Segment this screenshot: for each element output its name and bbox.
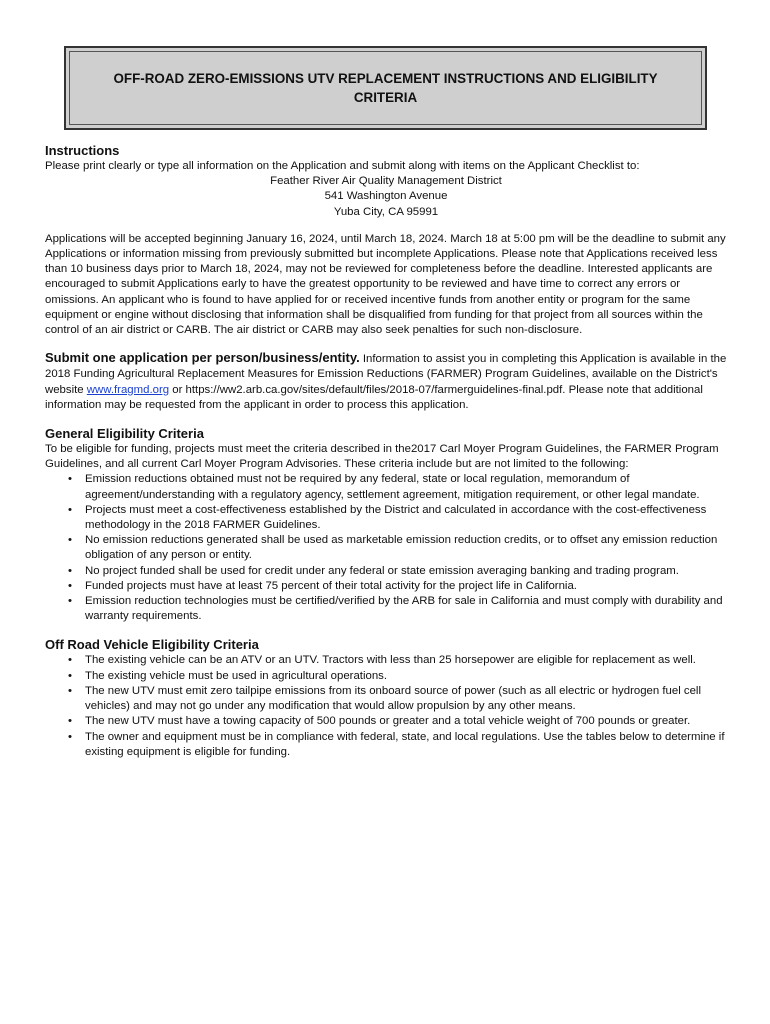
list-item: • The new UTV must emit zero tailpipe emissions from its onboard source of power (such as all electric or hydrogen fuel cell vehicles) and may not go under any modification that would allow propulsion by any other means.	[68, 684, 701, 713]
bullet-icon: •	[68, 473, 72, 486]
list-item: • Emission reductions obtained must not be required by any federal, state or local regulation, memorandum of agreement/understanding with a regulatory agency, settlement agreement, mitigation requirement, or other legal mandate.	[68, 473, 700, 501]
submit-text-1: Information to assist you in completing this Application is available in the 2018 Funding Agricultural Replacement Measures for Emission Reductions (FARMER) Program Guidelines, available on the District's website	[45, 353, 727, 396]
bullet-icon: •	[68, 715, 72, 728]
list-item: • The owner and equipment must be in compliance with federal, state, and local regulations. Use the tables below to determine if existing equipment is eligible for funding.	[68, 730, 725, 758]
bullet-icon: •	[68, 595, 72, 608]
district-website-link[interactable]: www.fragmd.org	[86, 383, 170, 396]
document-body	[45, 142, 727, 760]
list-item: • Projects must meet a cost-effectiveness established by the District and calculated in accordance with the cost-effectiveness methodology in the 2018 FARMER Guidelines.	[68, 503, 707, 532]
bullet-icon: •	[68, 564, 72, 577]
instructions-intro: Please print clearly or type all information on the Application and submit along with items on the Applicant Checklist to:	[45, 160, 640, 172]
bullet-icon: •	[68, 684, 72, 697]
instructions-heading: Instructions	[45, 143, 120, 158]
list-item: • Emission reduction technologies must be certified/verified by the ARB for sale in California and must comply with durability and warranty requirements.	[68, 595, 723, 623]
deadline-paragraph: Applications will be accepted beginning January 16, 2024, until March 18, 2024. March 18 at 5:00 pm will be the deadline to submit any Applications or information missing from previously submitted but incomplete Applications. Please note that Applications received less than 10 business days prior to March 18, 2024, may not be reviewed for completeness before the deadline. Interested applicants are encouraged to submit Applications early to have the greatest opportunity to be reviewed and have time to correct any errors or omissions. An applicant who is found to have applied for or received incentive funds from another entity or program for the same equipment or engine without disclosing that information shall be disqualified from funding for that project from all sources within the control of an air district or CARB. The air district or CARB may also seek penalties for such non-disclosure.	[45, 232, 726, 337]
submit-text-2: or https://ww2.arb.ca.gov/sites/default/files/2018-07/farmerguidelines-final.pdf. Please note that additional information may be requested from the applicant in order to process this application.	[45, 383, 703, 411]
list-item: • Funded projects must have at least 75 percent of their total activity for the project life in California.	[85, 579, 727, 594]
document-title: OFF-ROAD ZERO-EMISSIONS UTV REPLACEMENT INSTRUCTIONS AND ELIGIBILITY CRITERIA	[113, 71, 658, 105]
submit-lead: Submit one application per person/business/entity.	[45, 350, 360, 366]
list-item: • The existing vehicle must be used in agricultural operations.	[85, 669, 727, 684]
list-item: • No project funded shall be used for credit under any federal or state emission averaging banking and trading program.	[85, 564, 727, 579]
address-line-2: 541 Washington Avenue	[324, 190, 448, 203]
address-line-3: Yuba City, CA 95991	[333, 205, 439, 218]
general-criteria-list	[45, 472, 727, 624]
list-item: • No emission reductions generated shall be used as marketable emission reduction credits, or to offset any emission reduction obligation of any person or entity.	[68, 534, 718, 562]
bullet-icon: •	[68, 534, 72, 547]
offroad-criteria-list	[45, 653, 727, 759]
bullet-icon: •	[68, 730, 72, 743]
list-item: • The new UTV must have a towing capacity of 500 pounds or greater and a total vehicle weight of 700 pounds or greater.	[85, 714, 727, 729]
general-criteria-heading: General Eligibility Criteria	[45, 426, 204, 442]
bullet-icon: •	[68, 654, 72, 667]
list-item: • The existing vehicle can be an ATV or an UTV. Tractors with less than 25 horsepower are eligible for replacement as well.	[85, 653, 727, 668]
general-criteria-intro: To be eligible for funding, projects must meet the criteria described in the2017 Carl Moyer Program Guidelines, the FARMER Program Guidelines, and all current Carl Moyer Program Advisories. These criteria include but are not limited to the following:	[45, 443, 719, 471]
bullet-icon: •	[68, 669, 72, 682]
offroad-criteria-heading: Off Road Vehicle Eligibility Criteria	[45, 637, 259, 653]
bullet-icon: •	[68, 579, 72, 592]
title-box	[64, 46, 707, 130]
address-line-1: Feather River Air Quality Management District	[270, 175, 502, 188]
submit-paragraph	[45, 350, 727, 413]
bullet-icon: •	[68, 503, 72, 516]
